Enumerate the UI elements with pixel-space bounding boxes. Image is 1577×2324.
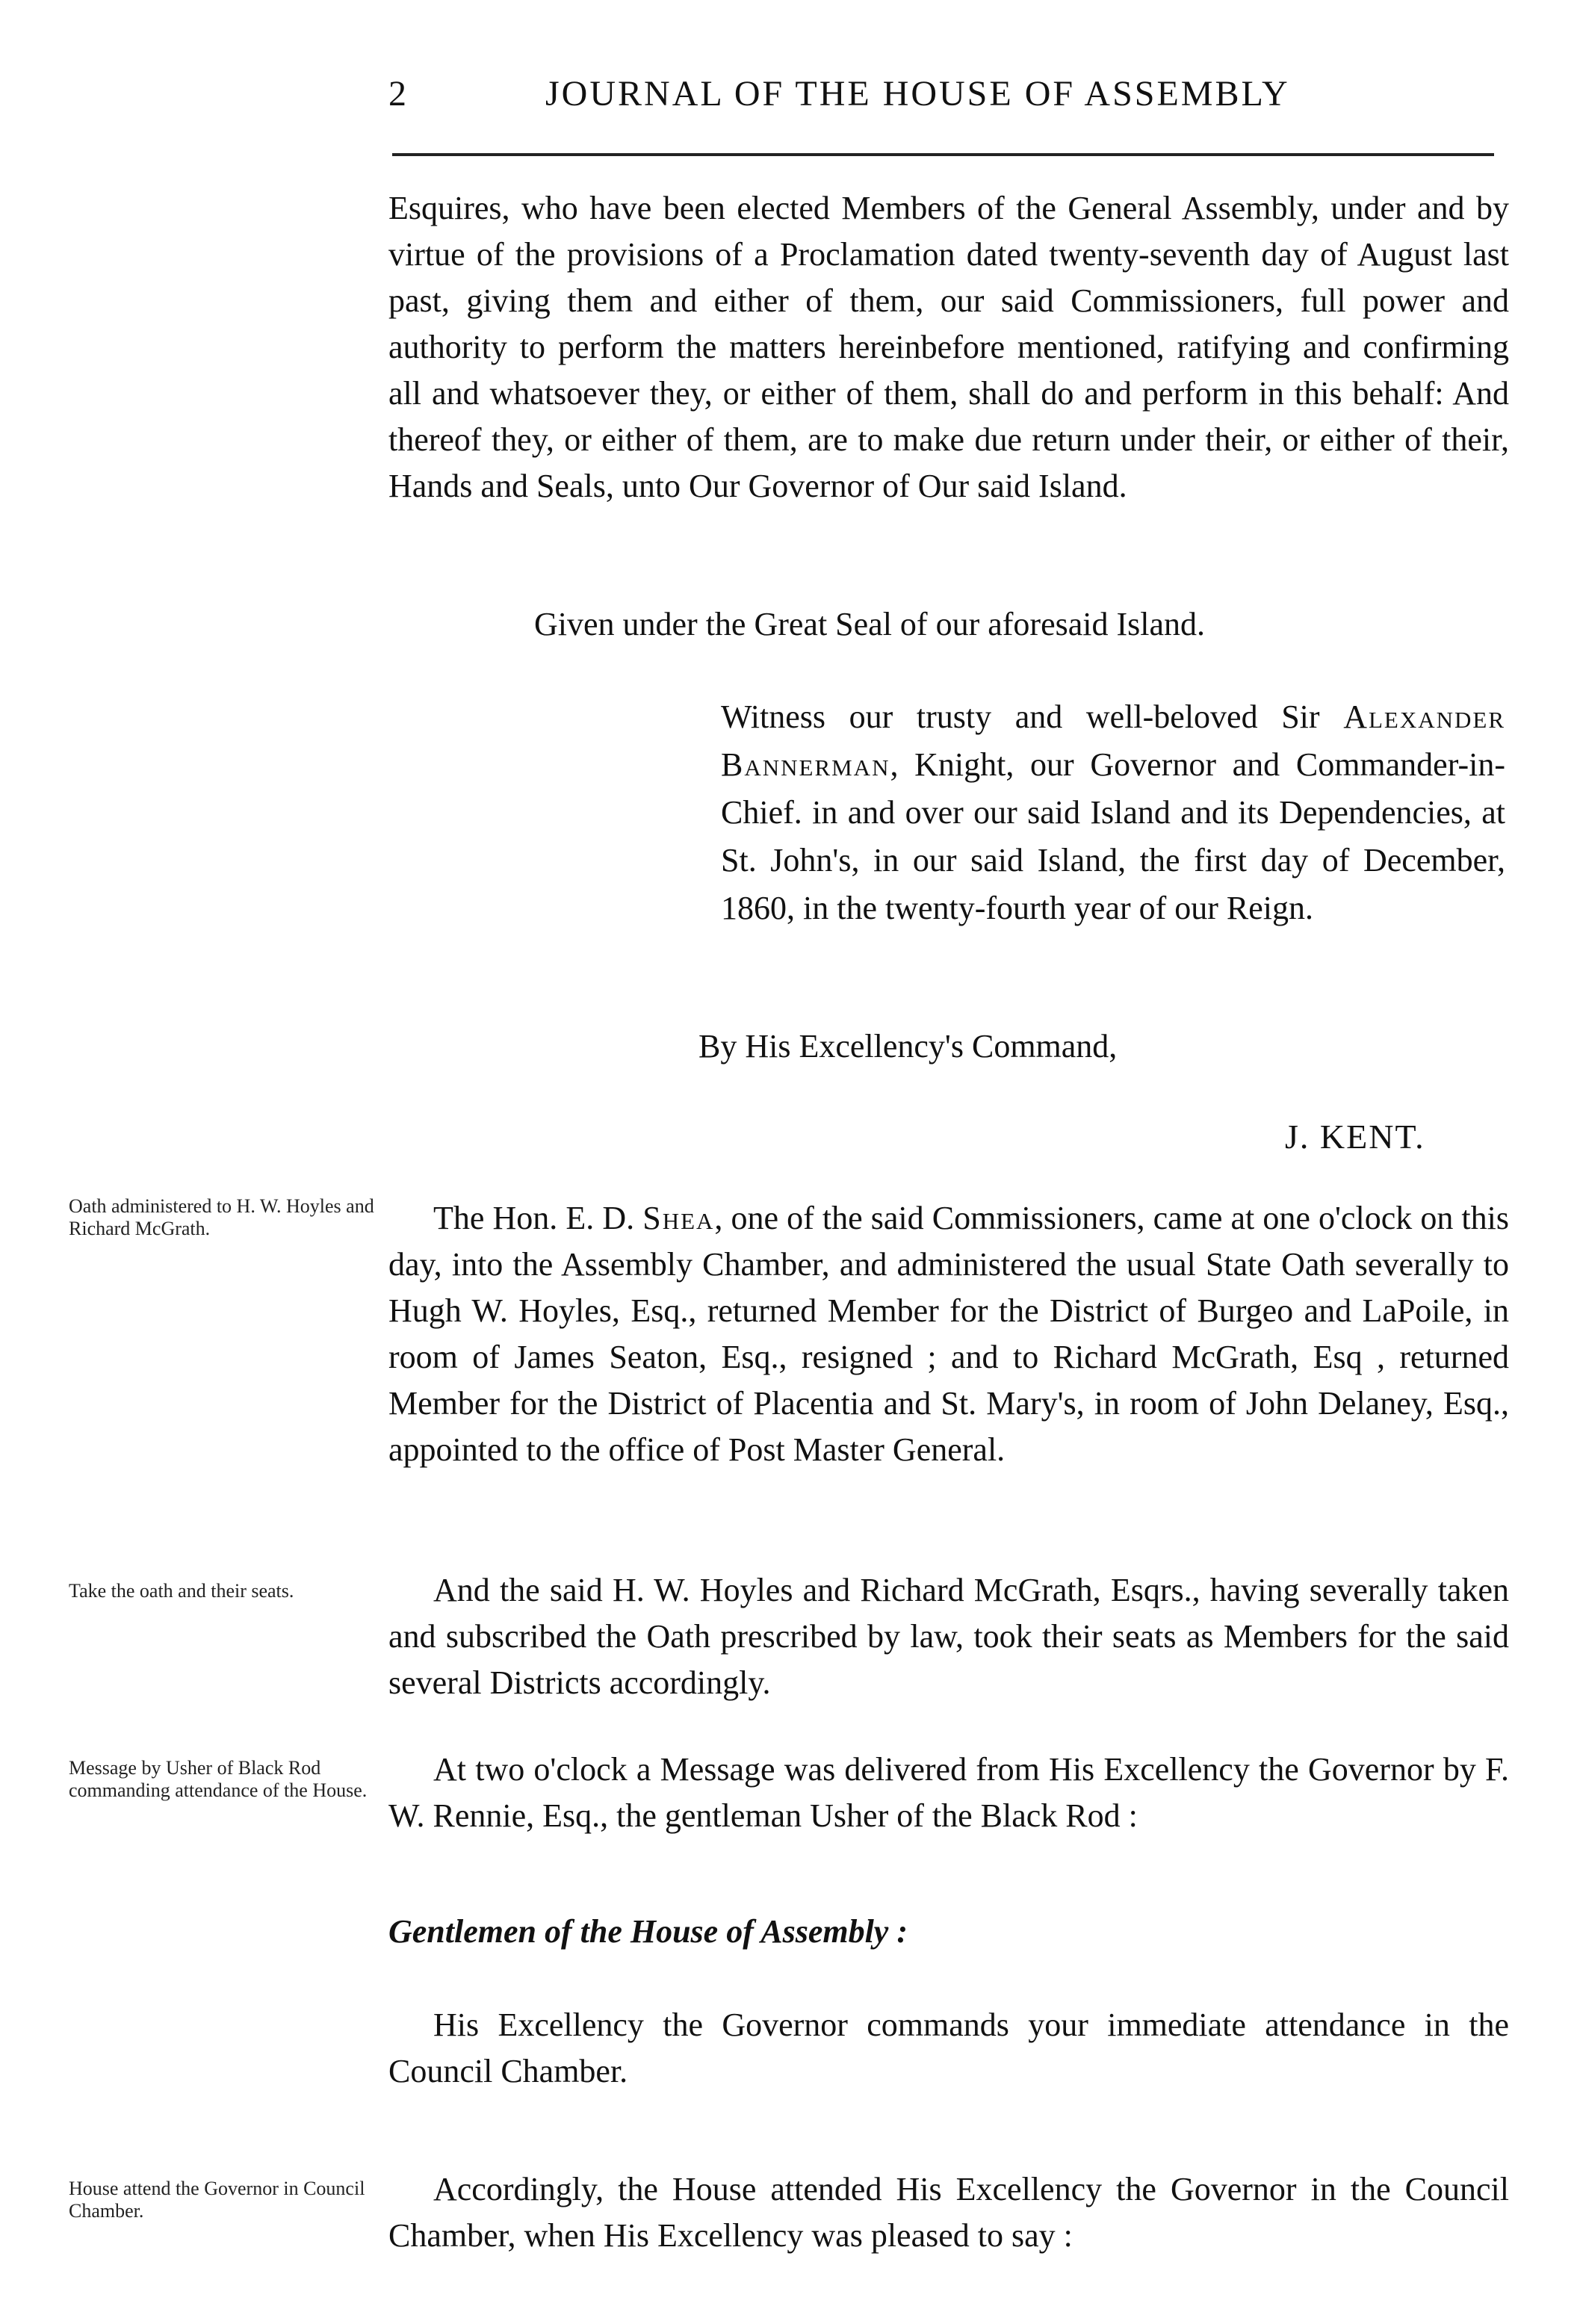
address-heading: Gentlemen of the House of Assembly : [388, 1913, 908, 1950]
oath-name: Shea [642, 1200, 715, 1236]
header-rule [392, 153, 1494, 156]
journal-title: JOURNAL OF THE HOUSE OF ASSEMBLY [545, 74, 1290, 114]
page-header [388, 66, 1494, 118]
witness-name: Alexander Bannerman [721, 698, 1505, 783]
page-number: 2 [388, 74, 409, 114]
marginal-note-oath: Oath administered to H. W. Hoyles and Richard McGrath. [69, 1195, 374, 1239]
oath-lead: The Hon. E. D. [433, 1200, 643, 1236]
command-line: By His Excellency's Command, [698, 1028, 1118, 1065]
commands-paragraph: His Excellency the Governor commands your immediate attendance in the Council Chamber. [388, 2007, 1509, 2089]
witness-rest: , Knight, our Governor and Commander-in-Chief. in and over our said Island and its Dependencies, at St. John's, in our said Island, the first day of December, 1860, in the twenty-fourth year of our Reign. [721, 746, 1505, 926]
oath-rest: , one of the said Commissioners, came at one o'clock on this day, into the Assembly Chamber, and administered the usual State Oath severally to Hugh W. Hoyles, Esq., returned Member for the District of Burgeo and LaPoile, in room of James Seaton, Esq., resigned ; and to Richard McGrath, Esq , returned Member for the District of Placentia and St. Mary's, in room of John Delaney, Esq., appointed to the office of Post Master General. [388, 1200, 1509, 1468]
proclamation-continuation: Esquires, who have been elected Members of the General Assembly, under and by virtue of the provisions of a Proclamation dated twenty-seventh day of August last past, giving them and either of them, our said Commissioners, full power and authority to perform the matters hereinbefore mentioned, ratifying and confirming all and whatsoever they, or either of them, shall do and perform in this behalf: And thereof they, or either of them, are to make due return under their, or either of their, Hands and Seals, unto Our Governor of Our said Island. [388, 190, 1509, 504]
marginal-note-seats: Take the oath and their seats. [69, 1580, 294, 1602]
signature: J. KENT. [1285, 1118, 1425, 1156]
marginal-note-message: Message by Usher of Black Rod commanding attendance of the House. [69, 1757, 368, 1801]
message-paragraph: At two o'clock a Message was delivered from His Excellency the Governor by F. W. Rennie, Esq., the gentleman Usher of the Black Rod : [388, 1751, 1509, 1834]
great-seal-line: Given under the Great Seal of our aforesaid Island. [534, 606, 1206, 642]
seats-paragraph: And the said H. W. Hoyles and Richard McGrath, Esqrs., having severally taken and subscribed the Oath prescribed by law, took their seats as Members for the said several Districts accordingly. [388, 1572, 1509, 1701]
witness-clause [721, 693, 1505, 932]
witness-intro: Witness our trusty and well-beloved Sir [721, 698, 1344, 735]
accordingly-paragraph: Accordingly, the House attended His Excellency the Governor in the Council Chamber, when His Excellency was pleased to say : [388, 2171, 1509, 2254]
marginal-note-attend: House attend the Governor in Council Chamber. [69, 2178, 365, 2222]
oath-paragraph [388, 1195, 1509, 1473]
